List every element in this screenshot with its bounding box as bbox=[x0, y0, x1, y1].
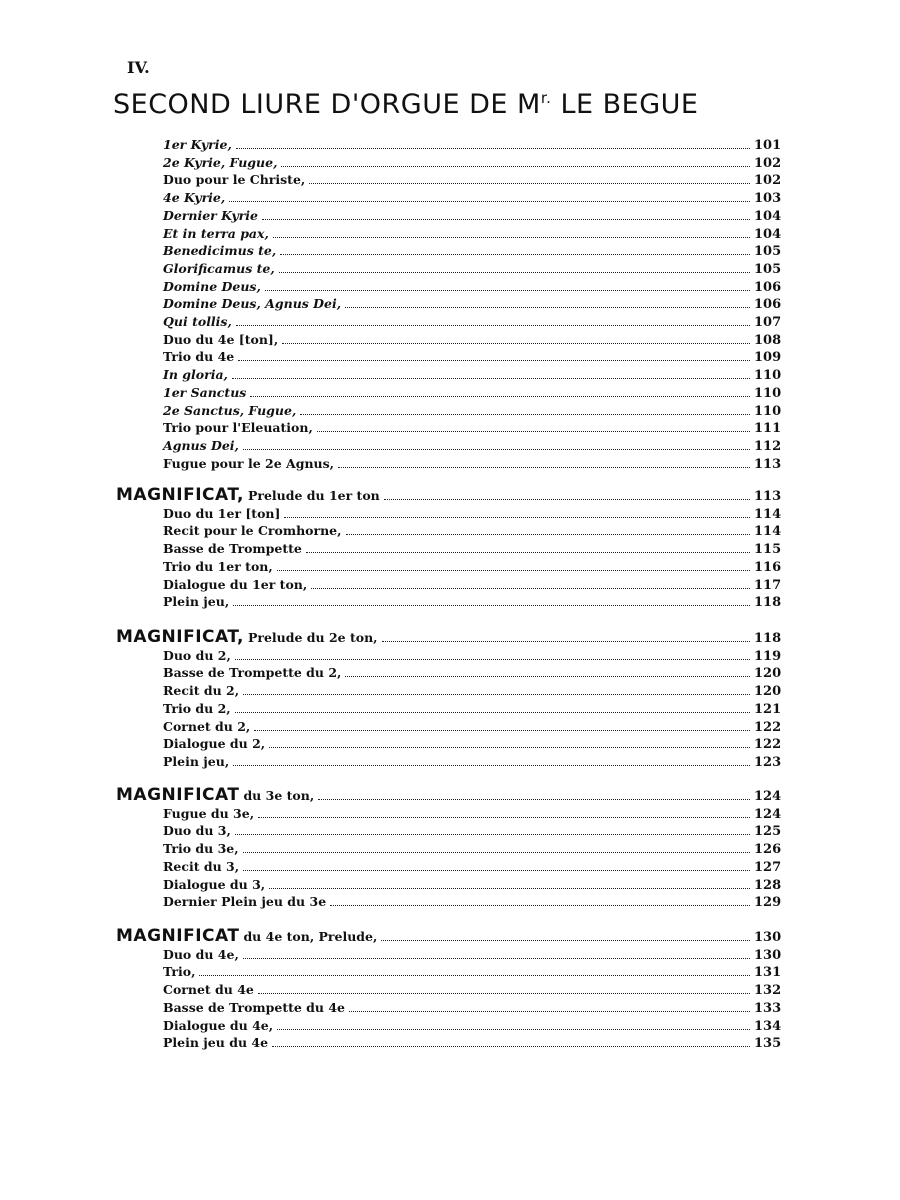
dot-leader bbox=[258, 817, 750, 818]
page-ref: 114 bbox=[754, 506, 782, 522]
page-ref: 104 bbox=[754, 208, 782, 224]
page-ref: 104 bbox=[754, 226, 782, 242]
toc-entry bbox=[163, 541, 780, 559]
dot-leader bbox=[272, 1046, 750, 1047]
page-ref: 103 bbox=[754, 191, 782, 207]
page-title: SECOND LIURE D'ORGUE DE $M^{r.}$ LE BEGUE bbox=[113, 89, 699, 120]
toc-entry bbox=[163, 349, 780, 367]
entry-label: Trio, bbox=[163, 964, 196, 980]
page-ref: 116 bbox=[754, 559, 782, 575]
dot-leader bbox=[273, 237, 750, 238]
dot-leader bbox=[300, 414, 750, 415]
entry-label: Dernier Plein jeu du 3e bbox=[163, 894, 327, 910]
entry-label: Duo du 3, bbox=[163, 823, 231, 839]
entry-label: Basse de Trompette bbox=[163, 541, 302, 557]
toc-entry bbox=[163, 243, 780, 261]
dot-leader bbox=[346, 534, 751, 535]
page-ref: 130 bbox=[754, 930, 782, 945]
page-ref: 111 bbox=[754, 421, 782, 437]
entry-label: Fugue pour le 2e Agnus, bbox=[163, 455, 335, 471]
toc-entry bbox=[163, 964, 780, 982]
page-ref: 132 bbox=[754, 983, 782, 999]
entry-label: Basse de Trompette du 2, bbox=[163, 665, 342, 681]
page-ref: 134 bbox=[754, 1018, 782, 1034]
dot-leader bbox=[311, 588, 750, 589]
toc-entry bbox=[163, 894, 780, 912]
page-ref: 117 bbox=[754, 577, 782, 593]
dot-leader bbox=[330, 905, 750, 906]
dot-leader bbox=[199, 975, 750, 976]
page-ref: 118 bbox=[754, 595, 782, 611]
toc-entry bbox=[163, 420, 780, 438]
entry-label: Benedicimus te, bbox=[163, 243, 277, 259]
toc-entry bbox=[163, 559, 780, 577]
page-ref: 108 bbox=[754, 332, 782, 348]
page-ref: 106 bbox=[754, 297, 782, 313]
toc-entry bbox=[163, 648, 780, 666]
page-ref: 105 bbox=[754, 244, 782, 260]
entry-label: Trio du 2, bbox=[163, 700, 231, 716]
toc-entry bbox=[163, 155, 780, 173]
dot-leader bbox=[262, 219, 750, 220]
page-ref: 120 bbox=[754, 666, 782, 682]
dot-leader bbox=[243, 958, 750, 959]
entry-label: Dialogue du 2, bbox=[163, 736, 266, 752]
dot-leader bbox=[384, 499, 750, 500]
entry-label: Trio du 1er ton, bbox=[163, 558, 273, 574]
entry-label: 1er Kyrie, bbox=[163, 137, 232, 152]
dot-leader bbox=[349, 1011, 750, 1012]
page-ref: 122 bbox=[754, 737, 782, 753]
entry-label: 1er Sanctus bbox=[163, 384, 247, 400]
page-ref: 102 bbox=[754, 155, 782, 171]
dot-leader bbox=[281, 166, 750, 167]
heading-label bbox=[116, 926, 379, 946]
toc-entry bbox=[163, 841, 780, 859]
dot-leader bbox=[235, 834, 750, 835]
dot-leader bbox=[254, 730, 750, 731]
heading-label bbox=[116, 785, 316, 805]
dot-leader bbox=[277, 570, 750, 571]
entry-label: Domine Deus, Agnus Dei, bbox=[163, 296, 342, 312]
entry-label: Basse de Trompette du 4e bbox=[163, 999, 346, 1015]
page-ref: 124 bbox=[754, 806, 782, 822]
heading-label bbox=[116, 485, 382, 505]
page-ref: 110 bbox=[754, 385, 782, 401]
page-ref: 113 bbox=[754, 489, 782, 504]
toc-entry bbox=[163, 736, 780, 754]
dot-leader bbox=[317, 431, 750, 432]
dot-leader bbox=[269, 747, 750, 748]
entry-label: Cornet du 2, bbox=[163, 718, 251, 734]
dot-leader bbox=[229, 201, 750, 202]
dot-leader bbox=[280, 254, 750, 255]
entry-label: Plein jeu du 4e bbox=[163, 1035, 269, 1051]
heading-label bbox=[116, 627, 380, 647]
dot-leader bbox=[269, 888, 750, 889]
page-ref: 131 bbox=[754, 965, 782, 981]
entry-label: 2e Kyrie, Fugue, bbox=[163, 154, 278, 170]
entry-label: Duo du 4e [ton], bbox=[163, 331, 279, 347]
heading-title: MAGNIFICAT bbox=[116, 785, 240, 805]
entry-label: Dialogue du 4e, bbox=[163, 1017, 274, 1033]
dot-leader bbox=[250, 396, 750, 397]
dot-leader bbox=[243, 870, 750, 871]
page-ref: 123 bbox=[754, 754, 782, 770]
toc-entry bbox=[163, 506, 780, 524]
dot-leader bbox=[235, 659, 750, 660]
toc-entry bbox=[163, 577, 780, 595]
dot-leader bbox=[233, 765, 750, 766]
entry-label: Trio pour l'Eleuation, bbox=[163, 420, 313, 436]
entry-label: Cornet du 4e bbox=[163, 982, 254, 998]
toc-entry bbox=[163, 385, 780, 403]
dot-leader bbox=[265, 290, 750, 291]
toc-entry bbox=[163, 754, 780, 772]
toc-entry bbox=[163, 823, 780, 841]
toc-entry bbox=[163, 594, 780, 612]
page-ref: 110 bbox=[754, 403, 782, 419]
entry-label: Plein jeu, bbox=[163, 594, 230, 610]
dot-leader bbox=[345, 307, 750, 308]
heading-title: MAGNIFICAT, bbox=[116, 485, 244, 505]
toc-entry bbox=[163, 403, 780, 421]
heading-subtitle: Prelude du 2e ton, bbox=[247, 630, 378, 645]
entry-label: Recit du 2, bbox=[163, 683, 240, 699]
toc-entry bbox=[163, 719, 780, 737]
page-ref: 130 bbox=[754, 947, 782, 963]
entry-label: 4e Kyrie, bbox=[163, 190, 226, 206]
entry-label: Qui tollis, bbox=[163, 314, 232, 329]
entry-label: Et in terra pax, bbox=[163, 225, 269, 241]
entry-label: In gloria, bbox=[163, 367, 228, 383]
entry-label: Plein jeu, bbox=[163, 753, 230, 769]
heading-subtitle: Prelude du 1er ton bbox=[247, 488, 380, 503]
page-ref: 112 bbox=[754, 438, 782, 454]
page-ref: 127 bbox=[754, 859, 782, 875]
toc-entry bbox=[163, 332, 780, 350]
page-ref: 128 bbox=[754, 877, 782, 893]
entry-label: Recit du 3, bbox=[163, 858, 240, 874]
page-ref: 126 bbox=[754, 842, 782, 858]
dot-leader bbox=[277, 1029, 750, 1030]
toc-entry bbox=[163, 982, 780, 1000]
toc-entry bbox=[163, 806, 780, 824]
page-ref: 118 bbox=[754, 631, 782, 646]
toc-entry bbox=[163, 137, 780, 155]
dot-leader bbox=[282, 343, 750, 344]
entry-label: Dialogue du 1er ton, bbox=[163, 576, 308, 592]
entry-label: Trio du 3e, bbox=[163, 841, 239, 857]
dot-leader bbox=[306, 552, 750, 553]
entry-label: Duo pour le Christe, bbox=[163, 172, 306, 188]
heading-title: MAGNIFICAT bbox=[116, 926, 240, 946]
toc-entry bbox=[163, 1035, 780, 1053]
dot-leader bbox=[279, 272, 750, 273]
page-ref: 113 bbox=[754, 456, 782, 472]
toc-entry bbox=[163, 172, 780, 190]
toc-entry bbox=[163, 261, 780, 279]
section-heading bbox=[116, 627, 780, 645]
toc-entry bbox=[163, 314, 780, 332]
dot-leader bbox=[318, 799, 750, 800]
page-ref: 107 bbox=[754, 315, 782, 330]
page-ref: 105 bbox=[754, 261, 782, 277]
page-ref: 120 bbox=[754, 684, 782, 700]
dot-leader bbox=[243, 852, 750, 853]
page-ref: 124 bbox=[754, 789, 782, 804]
entry-label: Duo du 4e, bbox=[163, 946, 239, 962]
page-ref: 129 bbox=[754, 895, 782, 911]
entry-label: 2e Sanctus, Fugue, bbox=[163, 402, 297, 418]
page-ref: 115 bbox=[754, 542, 782, 558]
dot-leader bbox=[236, 148, 750, 149]
dot-leader bbox=[236, 325, 750, 326]
page-ref: 114 bbox=[754, 524, 782, 540]
dot-leader bbox=[258, 993, 750, 994]
dot-leader bbox=[235, 712, 750, 713]
page-ref: 122 bbox=[754, 719, 782, 735]
entry-label: Trio du 4e bbox=[163, 349, 235, 365]
page-ref: 101 bbox=[754, 138, 782, 153]
page-ref: 125 bbox=[754, 824, 782, 840]
entry-label: Duo du 1er [ton] bbox=[163, 505, 281, 521]
toc-entry bbox=[163, 947, 780, 965]
page-ref: 109 bbox=[754, 350, 782, 366]
toc-entry bbox=[163, 226, 780, 244]
section-heading bbox=[116, 785, 780, 803]
page-ref: 119 bbox=[754, 648, 782, 664]
dot-leader bbox=[345, 676, 750, 677]
page-ref: 102 bbox=[754, 173, 782, 189]
toc-entry bbox=[163, 296, 780, 314]
toc-entry bbox=[163, 665, 780, 683]
toc-entry bbox=[163, 1000, 780, 1018]
toc-entry bbox=[163, 456, 780, 474]
entry-label: Domine Deus, bbox=[163, 278, 261, 294]
page-ref: 133 bbox=[754, 1000, 782, 1016]
dot-leader bbox=[284, 517, 750, 518]
heading-subtitle: du 4e ton, Prelude, bbox=[243, 929, 378, 944]
section-heading bbox=[116, 485, 780, 503]
entry-label: Fugue du 3e, bbox=[163, 805, 255, 821]
dot-leader bbox=[381, 940, 750, 941]
dot-leader bbox=[243, 694, 750, 695]
page-ref: 106 bbox=[754, 279, 782, 295]
toc-entry bbox=[163, 208, 780, 226]
toc-entry bbox=[163, 523, 780, 541]
toc-entry bbox=[163, 701, 780, 719]
entry-label: Glorificamus te, bbox=[163, 260, 275, 276]
toc-entry bbox=[163, 1018, 780, 1036]
dot-leader bbox=[232, 378, 750, 379]
entry-label: Recit pour le Cromhorne, bbox=[163, 523, 342, 539]
entry-label: Dialogue du 3, bbox=[163, 876, 266, 892]
toc-entry bbox=[163, 367, 780, 385]
heading-title: MAGNIFICAT, bbox=[116, 627, 244, 647]
toc-entry bbox=[163, 438, 780, 456]
page-ref: 121 bbox=[754, 701, 782, 717]
dot-leader bbox=[309, 183, 750, 184]
page-number: IV. bbox=[127, 58, 150, 77]
dot-leader bbox=[382, 641, 750, 642]
dot-leader bbox=[233, 605, 750, 606]
toc-entry bbox=[163, 279, 780, 297]
dot-leader bbox=[243, 449, 750, 450]
entry-label: Duo du 2, bbox=[163, 647, 231, 663]
toc-entry bbox=[163, 859, 780, 877]
entry-label: Dernier Kyrie bbox=[163, 207, 258, 223]
page-ref: 110 bbox=[754, 368, 782, 384]
entry-label: Agnus Dei, bbox=[163, 437, 239, 453]
dot-leader bbox=[238, 360, 750, 361]
page-ref: 135 bbox=[754, 1036, 782, 1052]
toc-entry bbox=[163, 190, 780, 208]
dot-leader bbox=[338, 467, 750, 468]
toc-entry bbox=[163, 877, 780, 895]
heading-subtitle: du 3e ton, bbox=[243, 788, 315, 803]
section-heading bbox=[116, 926, 780, 944]
toc-entry bbox=[163, 683, 780, 701]
